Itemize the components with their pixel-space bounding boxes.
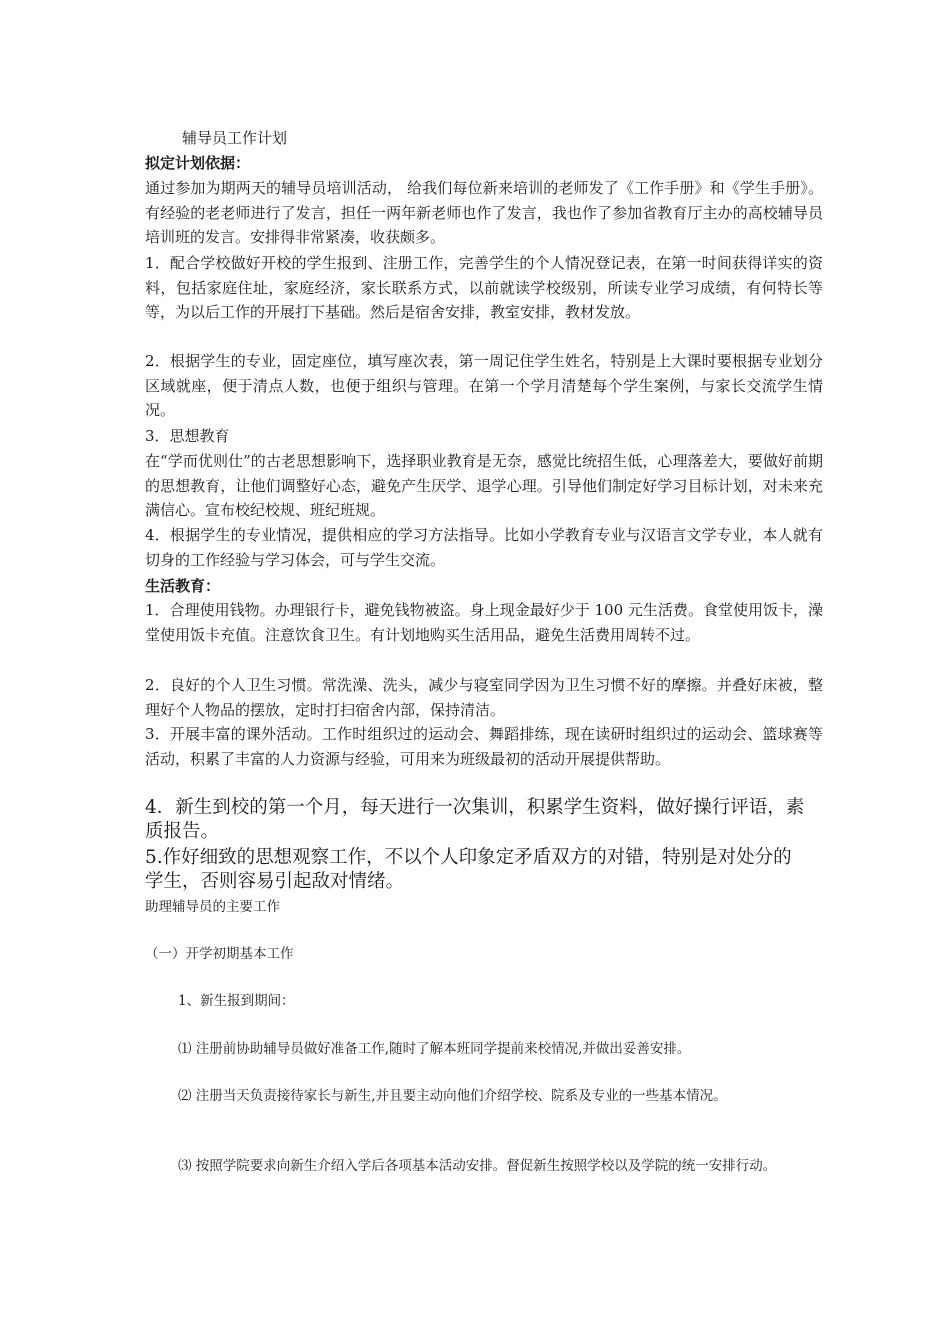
document-title: 辅导员工作计划 bbox=[182, 129, 288, 147]
assistant-section-1: （一）开学初期基本工作 bbox=[145, 946, 294, 962]
plan-basis-intro: 通过参加为期两天的辅导员培训活动， 给我们每位新来培训的老师发了《工作手册》和《学生手册》。有经验的老老师进行了发言，担任一两年新老师也作了发言，我也作了参加省教育厅主办的高校辅导员培训班的发言。安排得非常紧凑，收获颇多。 bbox=[145, 179, 823, 246]
life-education-item-3: 3．开展丰富的课外活动。工作时组织过的运动会、舞蹈排练，现在读研时组织过的运动会、篮球赛等活动，积累了丰富的人力资源与经验，可用来为班级最初的活动开展提供帮助。 bbox=[145, 725, 823, 768]
life-education-item-5: 5.作好细致的思想观察工作，不以个人印象定矛盾双方的对错，特别是对处分的学生，否则容易引起敌对情绪。 bbox=[145, 847, 792, 892]
plan-basis-item-2: 2．根据学生的专业，固定座位，填写座次表，第一周记住学生姓名，特别是上大课时要根据专业划分区域就座，便于清点人数，也便于组织与管理。在第一个学月清楚每个学生案例，与家长交流学生情况。 bbox=[145, 352, 823, 419]
assistant-point-2: ⑵ 注册当天负责接待家长与新生,并且要主动向他们介绍学校、院系及专业的一些基本情况。 bbox=[178, 1088, 727, 1104]
plan-basis-heading: 拟定计划依据： bbox=[145, 154, 251, 172]
plan-basis-item-4: 4．根据学生的专业情况，提供相应的学习方法指导。比如小学教育专业与汉语言文学专业，本人就有切身的工作经验与学习体会，可与学生交流。 bbox=[145, 526, 823, 569]
life-education-heading: 生活教育： bbox=[145, 577, 221, 595]
assistant-sub-1: 1、新生报到期间： bbox=[178, 993, 295, 1009]
life-education-item-4: 4．新生到校的第一个月，每天进行一次集训，积累学生资料，做好操行评语，素质报告。 bbox=[145, 797, 805, 842]
life-education-item-1: 1．合理使用钱物。办理银行卡，避免钱物被盗。身上现金最好少于 100 元生活费。食堂使用饭卡，澡堂使用饭卡充值。注意饮食卫生。有计划地购买生活用品，避免生活费用周转不过。 bbox=[145, 601, 823, 644]
life-education-item-2: 2．良好的个人卫生习惯。常洗澡、洗头，减少与寝室同学因为卫生习惯不好的摩擦。并叠好床被，整理好个人物品的摆放，定时打扫宿舍内部，保持清洁。 bbox=[145, 676, 823, 719]
assistant-point-3: ⑶ 按照学院要求向新生介绍入学后各项基本活动安排。督促新生按照学校以及学院的统一安排行动。 bbox=[178, 1158, 777, 1174]
assistant-point-1: ⑴ 注册前协助辅导员做好准备工作,随时了解本班同学提前来校情况,并做出妥善安排。 bbox=[178, 1041, 691, 1057]
plan-basis-item-3: 3．思想教育 bbox=[145, 427, 230, 445]
plan-basis-item-1: 1．配合学校做好开校的学生报到、注册工作，完善学生的个人情况登记表，在第一时间获得详实的资料，包括家庭住址，家庭经济，家长联系方式，以前就读学校级别，所读专业学习成绩，有何特长等等，为以后工作的开展打下基础。然后是宿舍安排，教室安排，教材发放。 bbox=[145, 254, 823, 321]
assistant-duties-heading: 助理辅导员的主要工作 bbox=[145, 899, 280, 915]
plan-basis-item-3-text: 在“学而优则仕”的古老思想影响下，选择职业教育是无奈，感觉比统招生低，心理落差大，要做好前期的思想教育，让他们调整好心态，避免产生厌学、退学心理。引导他们制定好学习目标计划，对未来充满信心。宣布校纪校规、班纪班规。 bbox=[145, 452, 823, 519]
